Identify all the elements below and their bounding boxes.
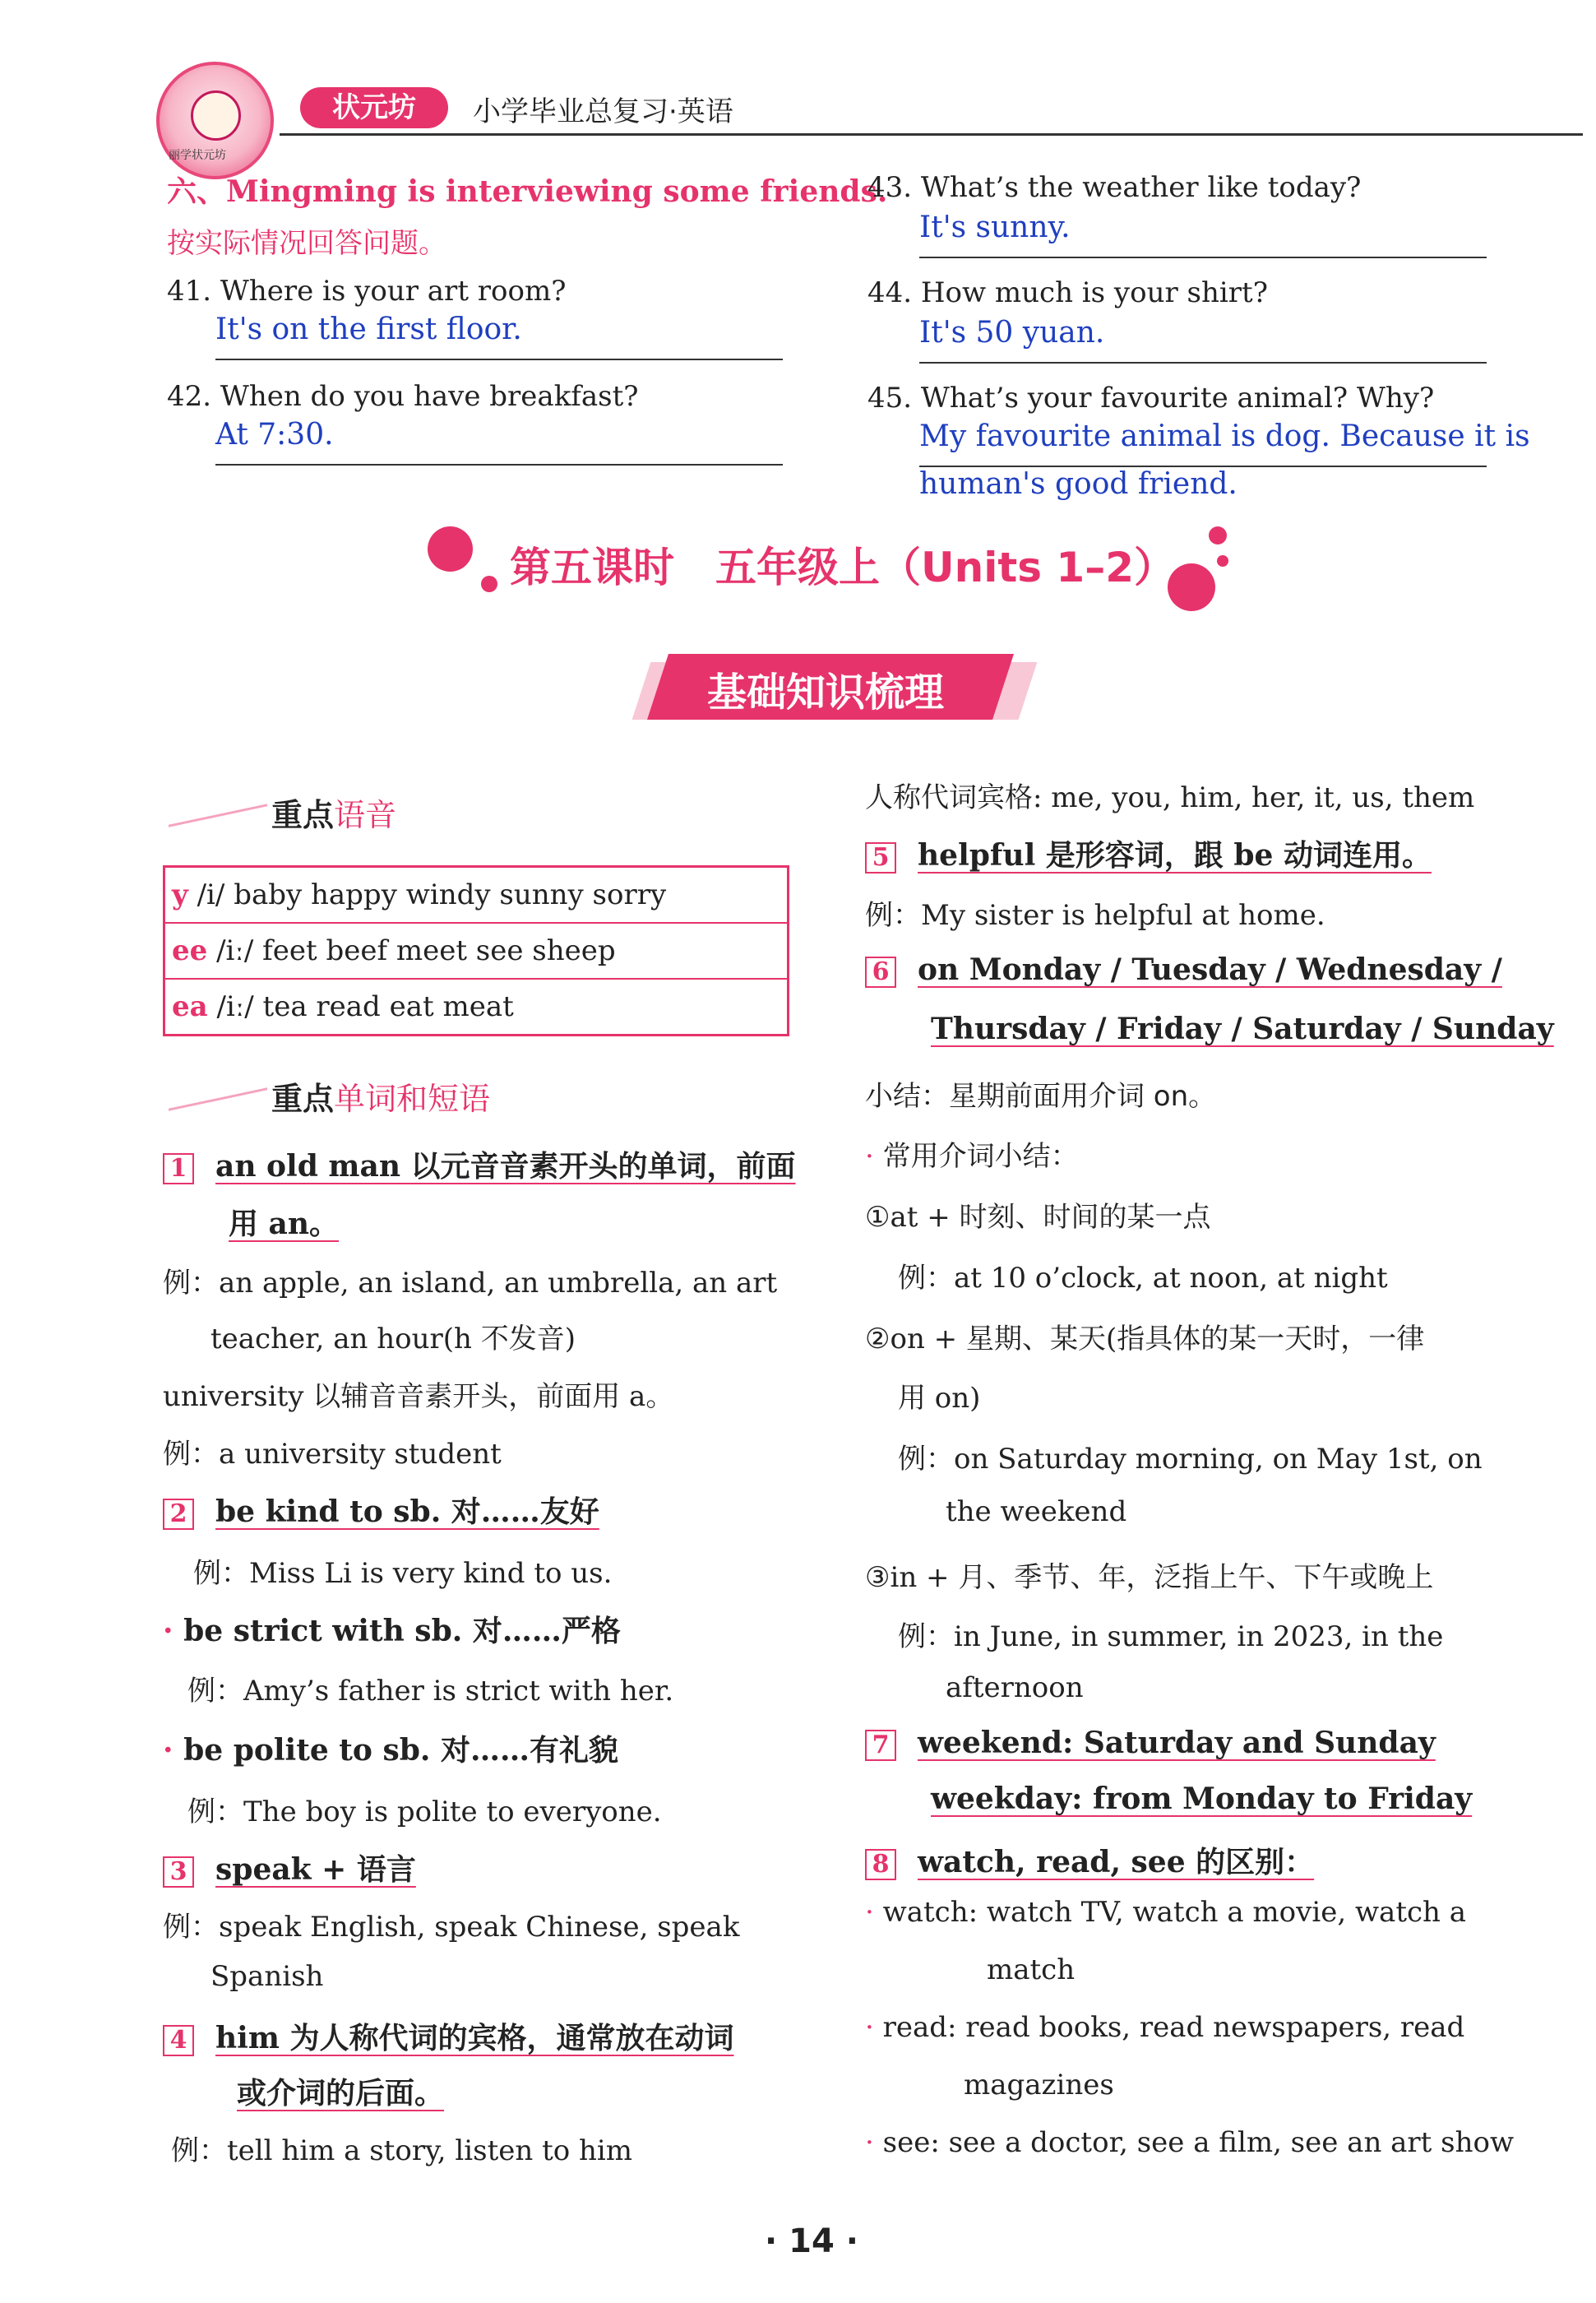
bullet-item: · watch: watch TV, watch a movie, watch a xyxy=(865,1896,1466,1929)
example: 例：Amy’s father is strict with her. xyxy=(187,1675,674,1708)
question-43: 43. What’s the weather like today? xyxy=(867,171,1362,204)
question-41: 41. Where is your art room? xyxy=(167,275,567,308)
example: 例：Miss Li is very kind to us. xyxy=(193,1557,613,1590)
bullet-item: · see: see a doctor, see a film, see an art show xyxy=(865,2126,1515,2159)
decor-dot xyxy=(1217,555,1228,567)
question-42: 42. When do you have breakfast? xyxy=(167,380,639,413)
example: 例：at 10 o’clock, at noon, at night xyxy=(898,1262,1388,1295)
example: 例：The boy is polite to everyone. xyxy=(187,1796,662,1828)
note-6-cont: Thursday / Friday / Saturday / Sunday xyxy=(931,1012,1554,1046)
example: the weekend xyxy=(946,1495,1127,1528)
answer-line xyxy=(919,362,1487,364)
example: 例：in June, in summer, in 2023, in the xyxy=(898,1620,1444,1653)
example: 例：My sister is helpful at home. xyxy=(865,899,1325,932)
note-2: 2 be kind to sb. 对……友好 xyxy=(163,1489,599,1531)
pronoun-list: 人称代词宾格: me, you, him, her, it, us, them xyxy=(865,781,1475,814)
header-title: 小学毕业总复习·英语 xyxy=(473,95,733,128)
table-row: ee /iː/ feet beef meet see sheep xyxy=(164,923,789,979)
answer-43: It's sunny. xyxy=(919,211,1071,244)
preposition-at: ①at + 时刻、时间的某一点 xyxy=(865,1201,1211,1234)
pen-icon xyxy=(169,1046,267,1111)
example: 例：an apple, an island, an umbrella, an art xyxy=(163,1267,778,1300)
bullet-item: · be polite to sb. 对……有礼貌 xyxy=(163,1733,618,1768)
decor-dot xyxy=(428,526,473,572)
mascot-icon xyxy=(191,90,241,141)
answer-42: At 7:30. xyxy=(215,418,334,452)
note-5: 5 helpful 是形容词，跟 be 动词连用。 xyxy=(865,832,1432,874)
bullet-item: · be strict with sb. 对……严格 xyxy=(163,1614,621,1648)
answer-45-cont: human's good friend. xyxy=(919,467,1237,501)
example: 例：tell him a story, listen to him xyxy=(171,2134,633,2167)
preposition-on-cont: 用 on) xyxy=(898,1382,981,1415)
section-heading: 六、Mingming is interviewing some friends. xyxy=(167,174,888,209)
note-7: 7 weekend: Saturday and Sunday xyxy=(865,1726,1436,1761)
brand-badge: 状元坊 xyxy=(300,87,448,128)
note-3: 3 speak + 语言 xyxy=(163,1847,416,1888)
preposition-in: ③in + 月、季节、年，泛指上午、下午或晚上 xyxy=(865,1561,1434,1594)
example: 例：speak English, speak Chinese, speak xyxy=(163,1911,740,1944)
bullet-item-cont: magazines xyxy=(964,2069,1114,2101)
decor-dot xyxy=(1209,526,1227,544)
note-8: 8 watch, read, see 的区别： xyxy=(865,1839,1314,1881)
phonics-table xyxy=(163,865,789,1036)
note: university 以辅音音素开头，前面用 a。 xyxy=(163,1380,674,1413)
note-6: 6 on Monday / Tuesday / Wednesday / xyxy=(865,952,1502,988)
bullet-item: · read: read books, read newspapers, read xyxy=(865,2011,1465,2044)
vocab-heading: 重点单词和短语 xyxy=(271,1081,491,1117)
note-1-cont: 用 an。 xyxy=(229,1207,340,1241)
note-4: 4 him 为人称代词的宾格，通常放在动词 xyxy=(163,2015,733,2057)
answer-line xyxy=(215,359,783,360)
example: Spanish xyxy=(210,1960,324,1993)
page-number: · 14 · xyxy=(765,2222,858,2260)
example: afternoon xyxy=(946,1671,1084,1704)
example: teacher, an hour(h 不发音) xyxy=(210,1323,576,1355)
answer-41: It's on the first floor. xyxy=(215,313,522,346)
answer-line xyxy=(215,464,783,466)
bullet-item-cont: match xyxy=(987,1953,1076,1986)
preposition-on: ②on + 星期、某天(指具体的某一天时，一律 xyxy=(865,1323,1425,1355)
question-45: 45. What’s your favourite animal? Why? xyxy=(867,382,1435,415)
example: 例：on Saturday morning, on May 1st, on xyxy=(898,1443,1483,1476)
answer-44: It's 50 yuan. xyxy=(919,316,1105,350)
logo-text: 丽学状元坊 xyxy=(169,149,226,162)
phonics-heading: 重点语音 xyxy=(271,797,397,833)
pen-icon xyxy=(169,762,267,827)
answer-line xyxy=(919,257,1487,258)
answer-45: My favourite animal is dog. Because it is xyxy=(919,419,1530,453)
table-row: ea /iː/ tea read eat meat xyxy=(164,979,789,1036)
lesson-title: 第五课时 五年级上（Units 1–2） xyxy=(510,544,1175,591)
note-1: 1 an old man 以元音音素开头的单词，前面 xyxy=(163,1143,796,1185)
header-divider xyxy=(280,133,1583,136)
question-44: 44. How much is your shirt? xyxy=(867,276,1268,309)
table-row: y /i/ baby happy windy sunny sorry xyxy=(172,878,667,911)
summary: 小结：星期前面用介词 on。 xyxy=(865,1080,1217,1113)
knowledge-title: 基础知识梳理 xyxy=(707,670,945,716)
section-subheading: 按实际情况回答问题。 xyxy=(167,227,446,260)
decor-dot xyxy=(481,576,497,592)
common-prepositions: · 常用介词小结： xyxy=(865,1140,1079,1173)
note-7-cont: weekday: from Monday to Friday xyxy=(931,1782,1473,1816)
example: 例：a university student xyxy=(163,1438,502,1471)
note-4-cont: 或介词的后面。 xyxy=(237,2076,445,2111)
